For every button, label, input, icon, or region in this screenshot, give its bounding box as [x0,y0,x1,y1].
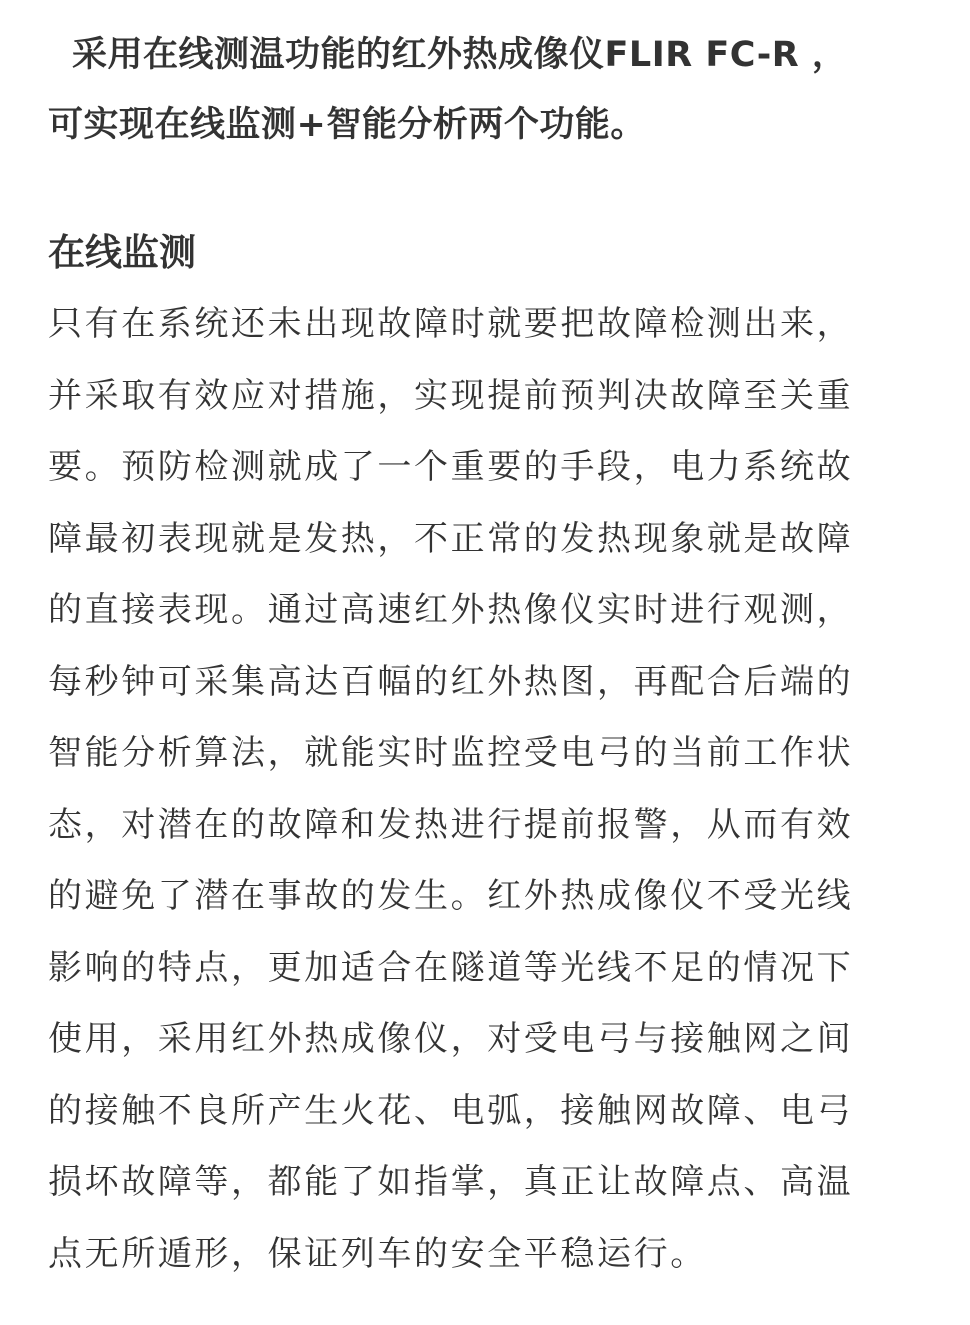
section-body-paragraph: 只有在系统还未出现故障时就要把故障检测出来， 并采取有效应对措施，实现提前预判决故障至关重 要。预防检测就成了一个重要的手段，电力系统故 障最初表现就是发热，不正常的发热现象就是故障 的直接表现。通过高速红外热像仪实时进行观测， 每秒钟可采集高达百幅的红外热图，再配合后端的 智能分析算法，就能实时监控受电弓的当前工作状 态，对潜在的故障和发热进行提前报警，从而有效 的避免了潜在事故的发生。红外热成像仪不受光线 影响的特点，更加适合在隧道等光线不足的情况下 使用，采用红外热成像仪，对受电弓与接触网之间 的接触不良所产生火花、电弧，接触网故障、电弓 损坏故障等，都能了如指掌，真正让故障点、高温 点无所遁形，保证列车的安全平稳运行。 [48,304,854,1274]
intro-paragraph: 采用在线测温功能的红外热成像仪FLIR FC-R ， 可实现在线监测+智能分析两个功能。 [48,35,848,145]
section-heading: 在线监测 [48,231,196,274]
